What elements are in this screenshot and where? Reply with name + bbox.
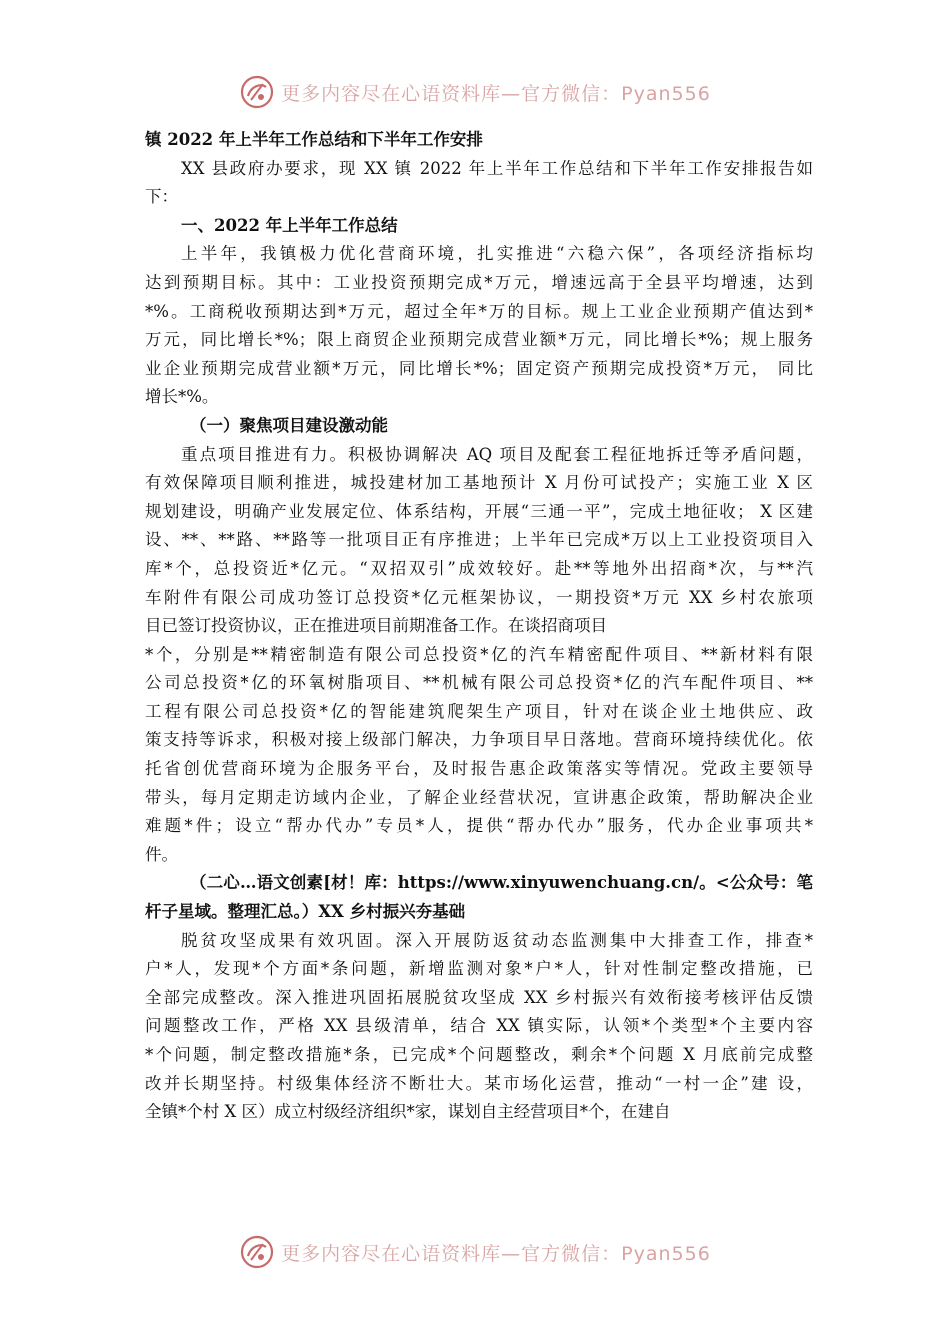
document-title: 镇 2022 年上半年工作总结和下半年工作安排 [145,130,483,149]
footer-banner [0,1230,950,1274]
red-circle-character-logo-icon [239,74,275,110]
paragraph-line: 户*人，发现*个方面*条问题，新增监测对象*户*人，针对性制定整改措施，已 [145,959,813,979]
subsection-heading: 杆子星域。整理汇总。）XX 乡村振兴夯基础 [145,902,466,922]
subsection-heading: （一）聚焦项目建设激动能 [190,415,388,435]
paragraph-line: 增长*%。 [145,387,219,407]
paragraph-line: 重点项目推进有力。积极协调解决 AQ 项目及配套工程征地拆迁等矛盾问题， [181,444,813,464]
document-body [145,126,813,1127]
red-circle-character-logo-icon [239,1234,275,1270]
paragraph-line: 上半年，我镇极力优化营商环境，扎实推进“六稳六保”，各项经济指标均 [181,244,813,264]
paragraph-line: *%。工商税收预期达到*万元，超过全年*万的目标。规上工业企业预期产值达到* [145,301,813,321]
paragraph-line: 带头，每月定期走访域内企业，了解企业经营状况，宣讲惠企政策，帮助解决企业 [145,787,813,807]
paragraph-line: 全镇*个村 X 区）成立村级经济组织*家，谋划自主经营项目*个，在建自 [145,1102,671,1122]
paragraph-line: XX 县政府办要求，现 XX 镇 2022 年上半年工作总结和下半年工作安排报告如 [181,158,813,178]
paragraph-line: 设、**、**路、**路等一批项目正有序推进；上半年已完成*万以上工业投资项目入 [145,530,813,550]
paragraph-line: 问题整改工作，严格 XX 县级清单，结合 XX 镇实际，认领*个类型*个主要内容 [145,1016,813,1036]
subsection-heading: （二心…语文创素[材！库：https://www.xinyuwenchuang.cn/。<公众号：笔 [190,873,813,893]
paragraph-line: 公司总投资*亿的环氧树脂项目、**机械有限公司总投资*亿的汽车配件项目、** [145,673,813,693]
paragraph-line: 件。 [145,844,178,864]
paragraph-line: 全部完成整改。深入推进巩固拓展脱贫攻坚成 XX 乡村振兴有效衔接考核评估反馈 [145,987,813,1007]
paragraph-line: 目已签订投资协议，正在推进项目前期准备工作。在谈招商项目 [145,616,607,636]
banner-text: 更多内容尽在心语资料库—官方微信：Pyan556 [281,82,711,105]
paragraph-line: 脱贫攻坚成果有效巩固。深入开展防返贫动态监测集中大排查工作，排查* [181,930,813,950]
paragraph-line: 车附件有限公司成功签订总投资*亿元框架协议，一期投资*万元 XX 乡村农旅项 [145,587,813,607]
paragraph-line: 托省创优营商环境为企服务平台，及时报告惠企政策落实等情况。党政主要领导 [145,759,813,779]
banner-text: 更多内容尽在心语资料库—官方微信：Pyan556 [281,1242,711,1265]
paragraph-line: 库*个，总投资近*亿元。“双招双引”成效较好。赴**等地外出招商*次，与**汽 [145,558,813,578]
section-heading: 一、2022 年上半年工作总结 [181,215,398,235]
paragraph-line: 难题*件；设立“帮办代办”专员*人，提供“帮办代办”服务，代办企业事项共* [145,816,813,836]
header-banner [0,70,950,114]
paragraph-line: *个，分别是**精密制造有限公司总投资*亿的汽车精密配件项目、**新材料有限 [145,644,813,664]
paragraph-line: 下： [145,187,178,207]
paragraph-line: 达到预期目标。其中：工业投资预期完成*万元，增速远高于全县平均增速，达到 [145,272,813,292]
paragraph-line: 策支持等诉求，积极对接上级部门解决，力争项目早日落地。营商环境持续优化。依 [145,730,813,750]
paragraph-line: 工程有限公司总投资*亿的智能建筑爬架生产项目，针对在谈企业土地供应、政 [145,701,813,721]
paragraph-line: *个问题，制定整改措施*条，已完成*个问题整改，剩余*个问题 X 月底前完成整 [145,1045,813,1064]
paragraph-line: 万元，同比增长*%；限上商贸企业预期完成营业额*万元，同比增长*%；规上服务 [145,330,813,350]
paragraph-line: 改并长期坚持。村级集体经济不断壮大。某市场化运营，推动“一村一企”建 设， [145,1073,813,1093]
paragraph-line: 有效保障项目顺利推进，城投建材加工基地预计 X 月份可试投产；实施工业 X 区 [145,473,813,493]
paragraph-line: 业企业预期完成营业额*万元，同比增长*%；固定资产预期完成投资*万元， 同比 [145,358,813,378]
paragraph-line: 规划建设，明确产业发展定位、体系结构，开展“三通一平”，完成土地征收； X 区建 [145,501,813,521]
